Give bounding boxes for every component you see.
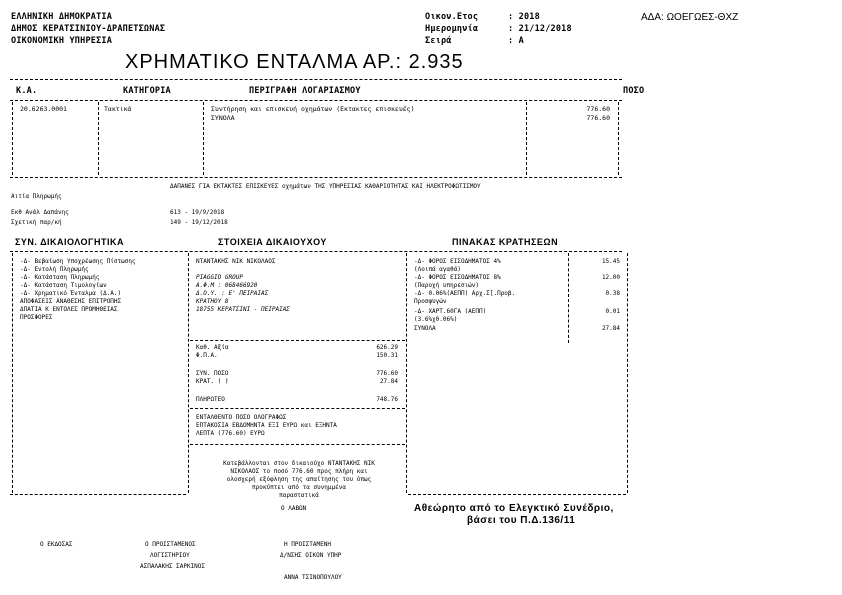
amount-deduct-label: ΚΡΑΤ. ( ) xyxy=(196,378,229,385)
deductions-total-label: ΣΥΝΟΛΑ xyxy=(414,325,436,332)
amount-payable-value: 748.76 xyxy=(376,396,398,403)
row-total-label: ΣΥΝΟΛΑ xyxy=(211,114,235,122)
doc-item: -Δ- Κατάσταση Τιμολογίων xyxy=(20,282,107,289)
amount-words-line: ΕΠΤΑΚΟΣΙΑ ΕΒΔΟΜΗΝΤΑ ΕΞΙ ΕΥΡΩ και ΕΞΗΝΤΑ xyxy=(196,422,337,429)
beneficiary-name: ΝΤΑΝΤΑΚΗΣ ΝΙΚ ΝΙΚΟΛΑΟΣ xyxy=(196,258,276,265)
amount-vat-label: Φ.Π.Α. xyxy=(196,352,218,359)
approval-line-2: βάσει του Π.Δ.136/11 xyxy=(467,515,576,526)
deduction-label: -Δ- ΧΑΡΤ.60ΓΑ (ΑΕΠΠ) xyxy=(414,308,487,315)
amount-payable-label: ΠΛΗΡΩΤΕΟ xyxy=(196,396,225,403)
head1-title: Ο ΠΡΟΙΣΤΑΜΕΝΟΣ xyxy=(145,541,196,548)
amount-net-label: Καθ. Αξία xyxy=(196,344,229,351)
head2-title: Η ΠΡΟΙΣΤΑΜΕΝΗ xyxy=(284,541,331,548)
row-amount: 776.60 xyxy=(586,105,610,113)
approval-line-1: Αθεώρητο από το Ελεγκτικό Συνέδριο, xyxy=(414,503,614,514)
decision-value-1: 613 - 19/9/2018 xyxy=(170,209,225,216)
beneficiary-title: ΣΤΟΙΧΕΙΑ ΔΙΚΑΙΟΥΧΟΥ xyxy=(218,237,327,247)
doc-item: -Δ- Βεβαίωση Υποχρέωσης Πίστωσης xyxy=(20,258,136,265)
deduction-label: (3.6%χ0.06%) xyxy=(414,316,458,323)
payment-note-line: ολοσχερή εξόφληση της απαίτησης του όπως xyxy=(226,476,372,483)
beneficiary-street: ΚΡΑΤΗΟΥ 8 xyxy=(196,298,229,305)
deduction-value: 12.00 xyxy=(601,274,620,281)
org-line-1: ΕΛΛΗΝΙΚΗ ΔΗΜΟΚΡΑΤΙΑ xyxy=(11,12,113,22)
year-label: Οικον.Ετος xyxy=(425,12,479,22)
row-total-amount: 776.60 xyxy=(586,114,610,122)
deduction-label: (Παροχή υπηρεσιών) xyxy=(414,282,480,289)
payment-note-line: παραστατικά xyxy=(279,492,319,499)
payment-cause: Αιτία Πληρωμής xyxy=(11,193,62,200)
deduction-value: 0.38 xyxy=(605,290,620,297)
amount-words-line: ΛΕΠΤΑ (776.60) ΕΥΡΩ xyxy=(196,430,265,437)
decision-label-1: Εκθ Ανάλ Δαπάνης xyxy=(11,209,69,216)
decision-value-2: 149 - 19/12/2018 xyxy=(170,219,228,226)
head1-name: ΑΣΠΑΛΑΚΗΣ ΣΑΡΚΙΝΟΣ xyxy=(140,563,206,570)
deduction-label: (Λοιπά αγαθά) xyxy=(414,266,461,273)
amount-deduct-value: 27.84 xyxy=(379,378,398,385)
doc-item: -Δ- Χρηματικό Ένταλμα (Δ.Α.) xyxy=(20,290,122,297)
beneficiary-company: PIAGGIO GROUP xyxy=(196,274,243,281)
doc-item: ΑΠΟΦΑΣΕΙΣ ΑΝΑΘΕΣΗΣ ΕΠΙΤΡΟΠΗΣ xyxy=(20,298,122,305)
head2-role: Δ/ΝΣΗΣ ΟΙΚΟΝ ΥΠΗΡ xyxy=(280,552,342,559)
issuer-signature: Ο ΕΚΔΟΣΑΣ xyxy=(40,541,73,548)
decision-label-2: Σχετική παρ/κή xyxy=(11,219,62,226)
series-label: Σειρά xyxy=(425,36,452,46)
deduction-value: 15.45 xyxy=(601,258,620,265)
page-title: ΧΡΗΜΑΤΙΚΟ ΕΝΤΑΛΜΑ ΑΡ.: 2.935 xyxy=(125,51,464,73)
deduction-label: -Δ- ΦΟΡΟΣ ΕΙΣΟΔΗΜΑΤΟΣ 8% xyxy=(414,274,501,281)
receiver-label: Ο ΛΑΒΩΝ xyxy=(281,505,307,512)
deduction-value: 0.01 xyxy=(605,308,620,315)
payment-note-line: ΝΙΚΟΛΑΟΣ το ποσό 776.60 προς πλήρη και xyxy=(230,468,368,475)
purpose-text: ΔΑΠΑΝΕΣ ΓΙΑ ΕΚΤΑΚΤΕΣ ΕΠΙΣΚΕΥΕΣ οχημάτων ΤΗΣ ΥΠΗΡΕΣΙΑΣ ΚΑΘΑΡΙΟΤΗΤΑΣ ΚΑΙ ΗΛΕΚΤΡΟΦΩΤΙΣΜΟΥ xyxy=(170,183,481,190)
deductions-total-value: 27.84 xyxy=(601,325,620,332)
payment-note-line: προκύπτει από τα συνημμένα xyxy=(252,484,346,491)
amount-net-value: 626.29 xyxy=(376,344,398,351)
org-line-3: ΟΙΚΟΝΟΜΙΚΗ ΥΠΗΡΕΣΙΑ xyxy=(11,36,113,46)
deduction-label: -Δ- 0.06%(ΑΕΠΠ) Αρχ.Σ[.Προβ. xyxy=(414,290,516,297)
series-value: : A xyxy=(508,36,524,46)
deduction-label: Προσφυγών xyxy=(414,298,447,305)
doc-item: -Δ- Κατάσταση Πληρωμής xyxy=(20,274,100,281)
year-value: : 2018 xyxy=(508,12,540,22)
deduction-label: -Δ- ΦΟΡΟΣ ΕΙΣΟΔΗΜΑΤΟΣ 4% xyxy=(414,258,501,265)
amount-total-value: 776.60 xyxy=(376,370,398,377)
col-amount: ΠΟΣΟ xyxy=(623,86,645,96)
doc-item: ΔΠΑΤΙΑ Κ ΕΝΤΟΛΕΣ ΠΡΟΜΗΘΕΙΑΣ xyxy=(20,306,118,313)
beneficiary-doy: Δ.Ο.Υ. : Ε' ΠΕΙΡΑΙΑΣ xyxy=(196,290,269,297)
amount-total-label: ΣΥΝ. ΠΟΣΟ xyxy=(196,370,229,377)
beneficiary-city: 18755 ΚΕΡΑΤΣΙΝΙ - ΠΕΙΡΑΙΑΣ xyxy=(196,306,290,313)
row-ka: 20.6263.0001 xyxy=(20,105,67,113)
beneficiary-afm: Α.Φ.Μ : 068466920 xyxy=(196,282,258,289)
head1-role: ΛΟΓΙΣΤΗΡΙΟΥ xyxy=(150,552,190,559)
date-value: : 21/12/2018 xyxy=(508,24,572,34)
deductions-title: ΠΙΝΑΚΑΣ ΚΡΑΤΗΣΕΩΝ xyxy=(452,237,559,247)
payment-note-line: Κατεβάλλονται στον δικαιούχο ΝΤΑΝΤΑΚΗΣ ΝΙΚ xyxy=(223,460,375,467)
head2-name: ΑΝΝΑ ΤΣΙΝΟΠΟΥΛΟΥ xyxy=(284,574,342,581)
ada-code: ΑΔΑ: ΩΟΕΓΩΕΣ-ΘΧΖ xyxy=(641,12,739,23)
amount-words-title: ΕΝΤΑΛΘΕΝΤΟ ΠΟΣΟ ΟΛΟΓΡΑΦΩΣ xyxy=(196,414,287,421)
row-category: Τακτικά xyxy=(104,105,132,113)
docs-title: ΣΥΝ. ΔΙΚΑΙΟΛΟΓΗΤΙΚΑ xyxy=(15,237,124,247)
date-label: Ημερομηνία xyxy=(425,24,479,34)
col-category: ΚΑΤΗΓΟΡΙΑ xyxy=(123,86,171,96)
col-ka: Κ.Α. xyxy=(16,86,38,96)
org-line-2: ΔΗΜΟΣ ΚΕΡΑΤΣΙΝΙΟΥ-ΔΡΑΠΕΤΣΩΝΑΣ xyxy=(11,24,166,34)
row-description: Συντήρηση και επισκευή οχημάτων (Εκτακτες επισκευές) xyxy=(211,105,415,113)
doc-item: -Δ- Εντολή Πληρωμής xyxy=(20,266,89,273)
col-description: ΠΕΡΙΓΡΑΦΗ ΛΟΓΑΡΙΑΣΜΟΥ xyxy=(249,86,361,96)
doc-item: ΠΡΟΣΦΟΡΕΣ xyxy=(20,314,53,321)
amount-vat-value: 150.31 xyxy=(376,352,398,359)
